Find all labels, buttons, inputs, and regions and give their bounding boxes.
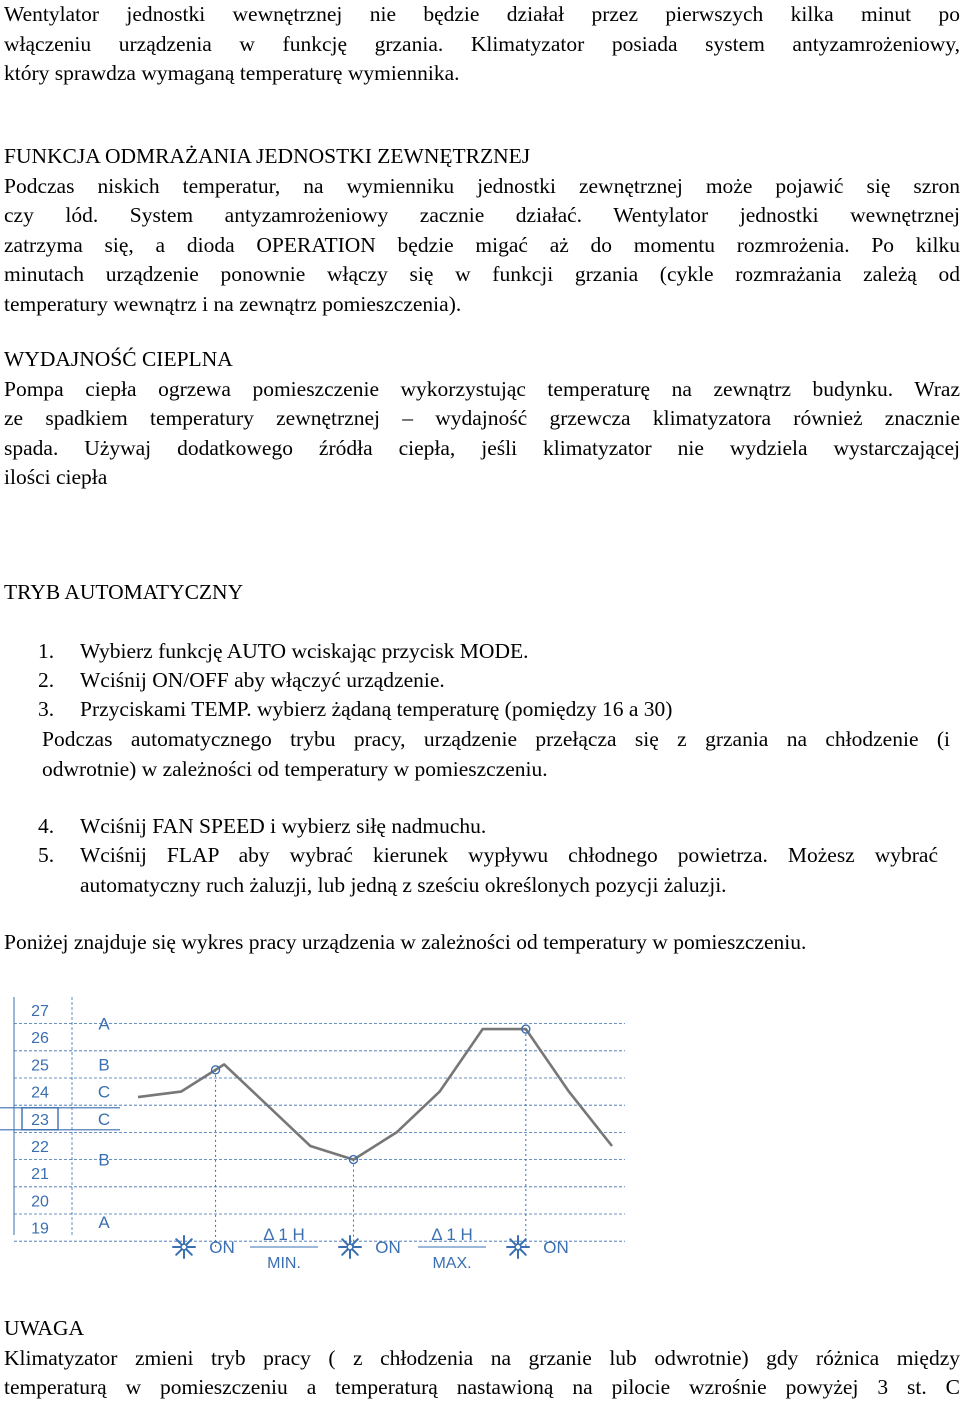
y-tick-label: 19 xyxy=(31,1220,49,1238)
text-line: ze spadkiem temperatury zewnętrznej – wydajność grzewcza klimatyzatora również znacznie xyxy=(4,406,960,430)
step-text xyxy=(80,841,938,900)
y-tick-label: 23 xyxy=(31,1111,49,1129)
bottom-label: Δ 1 H xyxy=(263,1225,305,1244)
text-line: czy lód. System antyzamrożeniowy zacznie działać. Wentylator jednostki wewnętrznej xyxy=(4,203,960,227)
heat-section xyxy=(4,345,960,493)
text-line: zatrzyma się, a dioda OPERATION będzie migać aż do momentu rozmrożenia. Po kilku xyxy=(4,232,960,257)
uwaga-section xyxy=(4,1314,960,1403)
zone-label: A xyxy=(98,1014,110,1034)
text-line: ilości ciepła xyxy=(4,465,108,489)
step-number: 3. xyxy=(38,697,55,721)
auto-mode-chart xyxy=(0,985,640,1285)
text-line: odwrotnie) w zależności od temperatury w pomieszczeniu. xyxy=(42,756,548,781)
y-tick-label: 21 xyxy=(31,1166,49,1184)
intro-paragraph xyxy=(4,0,960,89)
text-line: Klimatyzator zmieni tryb pracy ( z chłodzenia na grzanie lub odwrotnie) gdy różnica między xyxy=(4,1345,960,1370)
text-line: włączeniu urządzenia w funkcję grzania. Klimatyzator posiada system antyzamrożeniowy, xyxy=(4,31,960,56)
chart-intro xyxy=(4,928,960,958)
bottom-label: ON xyxy=(375,1238,401,1257)
bottom-label: Δ 1 H xyxy=(431,1225,473,1244)
section-heading: FUNKCJA ODMRAŻANIA JEDNOSTKI ZEWNĘTRZNEJ xyxy=(4,144,531,168)
section-heading: TRYB AUTOMATYCZNY xyxy=(4,580,244,604)
y-tick-label: 27 xyxy=(31,1003,49,1020)
defrost-section xyxy=(4,142,960,319)
section-heading: UWAGA xyxy=(4,1316,85,1340)
step-number: 4. xyxy=(38,814,55,838)
step-number: 2. xyxy=(38,668,55,692)
step-text: Przyciskami TEMP. wybierz żądaną temperaturę (pomiędzy 16 a 30) xyxy=(80,697,673,721)
step-text: Wybierz funkcję AUTO wciskając przycisk MODE. xyxy=(80,639,529,663)
y-tick-label: 25 xyxy=(31,1057,49,1075)
zone-label: B xyxy=(98,1055,110,1075)
bottom-sublabel: MIN. xyxy=(267,1255,301,1272)
step-number: 1. xyxy=(38,639,55,663)
text-line: temperaturą w pomieszczeniu a temperaturą nastawioną na pilocie wzrośnie powyżej 3 st. C xyxy=(4,1375,960,1399)
step-number: 5. xyxy=(38,843,55,867)
text-line: Wentylator jednostki wewnętrznej nie będzie działał przez pierwszych kilka minut po xyxy=(4,2,960,26)
auto-note xyxy=(42,725,950,784)
text-line: Poniżej znajduje się wykres pracy urządzenia w zależności od temperatury w pomieszczeniu. xyxy=(4,930,807,954)
zone-label: B xyxy=(98,1150,110,1170)
text-line: Podczas niskich temperatur, na wymienniku jednostki zewnętrznej może pojawić się szron xyxy=(4,173,960,198)
step-text: Wciśnij FAN SPEED i wybierz siłę nadmuchu. xyxy=(80,814,487,838)
text-line: temperatury wewnątrz i na zewnątrz pomieszczenia). xyxy=(4,291,462,316)
auto-heading xyxy=(4,578,960,608)
text-line: Wciśnij FLAP aby wybrać kierunek wypływu chłodnego powietrza. Możesz wybrać xyxy=(80,843,938,867)
bottom-label: ON xyxy=(543,1238,569,1257)
text-line: który sprawdza wymaganą temperaturę wymiennika. xyxy=(4,61,460,85)
y-tick-label: 20 xyxy=(31,1193,49,1211)
zone-label: C xyxy=(97,1082,111,1102)
section-heading: WYDAJNOŚĆ CIEPLNA xyxy=(4,347,233,371)
bottom-label: ON xyxy=(209,1238,235,1257)
text-line: automatyczny ruch żaluzji, lub jedną z sześciu określonych pozycji żaluzji. xyxy=(80,872,727,897)
text-line: Pompa ciepła ogrzewa pomieszczenie wykorzystując temperaturę na zewnątrz budynku. Wraz xyxy=(4,376,960,401)
zone-label: C xyxy=(97,1109,111,1129)
bottom-sublabel: MAX. xyxy=(432,1255,472,1272)
y-tick-label: 22 xyxy=(31,1139,49,1156)
text-line: minutach urządzenie ponownie włączy się w funkcji grzania (cykle rozmrażania zależą od xyxy=(4,262,960,286)
step-text: Wciśnij ON/OFF aby włączyć urządzenie. xyxy=(80,668,445,692)
text-line: spada. Używaj dodatkowego źródła ciepła, jeśli klimatyzator nie wydziela wystarczającej xyxy=(4,435,960,460)
y-tick-label: 26 xyxy=(31,1030,49,1048)
text-line: Podczas automatycznego trybu pracy, urządzenie przełącza się z grzania na chłodzenie (i xyxy=(42,727,950,751)
y-tick-label: 24 xyxy=(31,1084,49,1102)
zone-label: A xyxy=(98,1213,110,1233)
